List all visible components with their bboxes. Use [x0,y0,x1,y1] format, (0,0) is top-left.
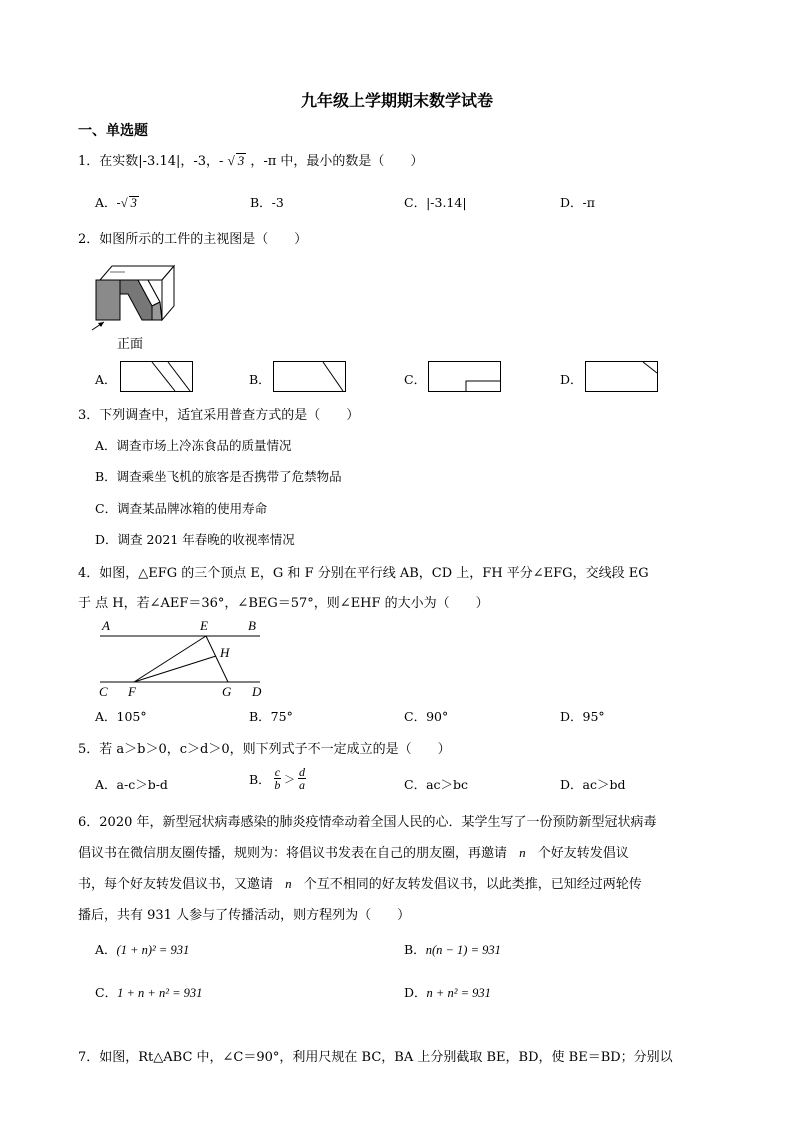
q6-option-d-label: D． [404,985,427,1000]
section-heading: 一、单选题 [78,123,148,139]
q3-option-b[interactable]: B．调查乘坐飞机的旅客是否携带了危禁物品 [95,469,342,484]
q4-option-b[interactable]: B．75° [249,709,293,724]
q1-stem-text-a: 1．在实数|-3.14|，-3，- [78,154,224,169]
q6-option-c[interactable] [95,983,202,1001]
q2-stem: 2．如图所示的工件的主视图是（ ） [78,232,308,247]
q5-option-a[interactable]: A．a-c＞b-d [95,777,168,792]
q5-option-b-fraction-2: $\frac{d}{a}$ [299,765,306,792]
q4-label-g: G [222,684,232,699]
q5-option-b[interactable] [249,766,306,791]
q4-option-c[interactable]: C．90° [404,709,449,724]
q2-option-d-label[interactable]: D． [560,372,583,387]
q1-sqrt-symbol: √ 3 [227,153,245,168]
q4-option-a[interactable]: A．105° [95,709,147,724]
q6-option-b-equation: n(n − 1) = 931 [425,943,501,957]
q2-option-b-label[interactable]: B． [249,372,271,387]
q6-line3-text-b: 个互不相同的好友转发倡议书，以此类推，已知经过两轮传 [303,877,642,892]
q1-option-a-label: A．- [95,195,121,210]
q2-option-a-label[interactable]: A． [95,372,117,387]
q6-option-c-equation: 1 + n + n² = 931 [117,986,203,1000]
q5-option-b-gt: ＞ [284,772,296,786]
q2-option-c-label[interactable]: C． [404,372,427,387]
q3-option-d[interactable]: D．调查 2021 年春晚的收视率情况 [95,532,295,547]
q6-option-a-equation: (1 + n)² = 931 [116,943,190,957]
q1-option-b[interactable]: B．-3 [250,195,284,210]
q1-option-a-sqrt: 3 [130,196,137,210]
q5-option-b-fraction-1: $\frac{c}{b}$ [274,765,281,792]
q6-line1: 6．2020 年，新型冠状病毒感染的肺炎疫情牵动着全国人民的心．某学生写了一份预防新型冠状病毒 [78,815,657,830]
q2-front-label: 正面 [117,337,144,352]
q6-option-d-equation: n + n² = 931 [426,986,491,1000]
q3-option-c[interactable]: C．调查某品牌冰箱的使用寿命 [95,501,268,516]
q4-label-e: E [200,618,208,633]
q6-line2-text-a: 倡议书在微信朋友圈传播，规则为：将倡议书发表在自己的朋友圈，再邀请 [78,846,508,861]
q5-stem: 5．若 a＞b＞0，c＞d＞0，则下列式子不一定成立的是（ ） [78,742,451,757]
q6-option-a-label: A． [95,942,117,957]
q1-sqrt-value: 3 [237,153,245,168]
q6-option-b-label: B． [404,942,426,957]
q1-option-a[interactable]: A．-√ 3 [95,195,137,210]
q1-stem-text-b: ，-π 中，最小的数是（ ） [250,154,424,169]
q1-stem [78,150,423,169]
paper-title: 九年级上学期期末数学试卷 [300,91,493,110]
q1-option-d[interactable]: D．-π [560,195,595,210]
q6-line2-text-b: 个好友转发倡议 [537,846,629,861]
q4-label-c: C [99,684,108,699]
q4-label-d: D [252,684,262,699]
q4-stem-line1: 4．如图，△EFG 的三个顶点 E，G 和 F 分别在平行线 AB，CD 上，FH 平分∠EFG，交线段 EG [78,566,649,581]
q6-line3 [78,873,642,892]
q4-option-d[interactable]: D．95° [560,709,605,724]
q1-option-c[interactable]: C．|-3.14| [404,195,467,210]
q4-label-a: A [102,618,110,633]
q4-stem-line2: 于 点 H，若∠AEF＝36°，∠BEG＝57°，则∠EHF 的大小为（ ） [78,596,489,611]
q2-option-d-figure[interactable] [585,361,659,393]
q3-option-a[interactable]: A．调查市场上冷冻食品的质量情况 [95,438,292,453]
q6-line4: 播后，共有 931 人参与了传播活动，则方程列为（ ） [78,908,411,923]
q4-label-h: H [220,645,230,660]
q5-option-d[interactable]: D．ac＞bd [560,777,626,792]
q2-option-c-figure[interactable] [428,361,502,393]
q4-label-f: F [128,684,136,699]
q6-option-b[interactable] [404,940,501,958]
q6-option-d[interactable] [404,983,491,1001]
q6-option-a[interactable] [95,940,189,958]
q4-geometry-figure [96,614,266,700]
q6-line2 [78,842,629,861]
q4-label-b: B [248,618,256,633]
q2-option-b-figure[interactable] [273,361,347,393]
q2-workpiece-figure [90,262,180,334]
q5-option-b-label: B． [249,771,271,787]
q7-stem: 7．如图，Rt△ABC 中，∠C＝90°，利用尺规在 BC，BA 上分别截取 BE，BD，使 BE＝BD；分别以 [78,1050,673,1065]
q6-option-c-label: C． [95,985,118,1000]
q6-line2-n: n [519,845,526,860]
q3-stem: 3．下列调查中，适宜采用普查方式的是（ ） [78,408,360,423]
q2-option-a-figure[interactable] [120,361,194,393]
q6-line3-n: n [285,876,292,891]
q5-option-c[interactable]: C．ac＞bc [404,777,469,792]
q6-line3-text-a: 书，每个好友转发倡议书，又邀请 [78,877,274,892]
